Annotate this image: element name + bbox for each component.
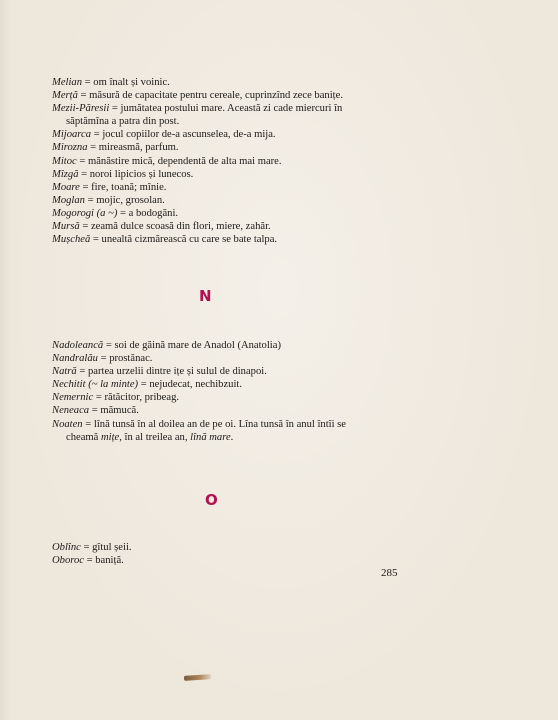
entry-definition: = gîtul șeii.: [80, 542, 132, 553]
entry-term: Mezii-Păresii: [52, 103, 110, 115]
entry-term: Mogorogi (a ~): [52, 207, 118, 219]
entry-definition: = nejudecat, nechibzuit.: [138, 379, 242, 391]
entry-term: Oblînc: [52, 542, 81, 553]
entry-definition: = lînă tunsă în al doilea an de pe oi. Lîna tunsă în anul întîi se: [82, 418, 347, 430]
entry: [52, 365, 412, 378]
entry: [52, 418, 412, 444]
entry: [52, 554, 412, 567]
entry-term: Nemernic: [52, 392, 94, 404]
entry-definition: = a bodogăni.: [117, 207, 179, 219]
entry-term: Natră: [52, 366, 77, 378]
entry-definition: = fire, toană; mînie.: [79, 181, 167, 193]
entry: [52, 76, 412, 89]
entry-term: Mușcheă: [52, 234, 91, 246]
page-number: 285: [381, 567, 398, 579]
continuation-text: cheamă: [66, 431, 101, 443]
continuation-term: mițe: [101, 431, 120, 443]
entry-term: Oboroc: [52, 555, 84, 567]
continuation-text: , în al treilea an,: [119, 431, 191, 443]
entry-term: Mirozna: [52, 142, 88, 154]
entry: [52, 233, 412, 246]
entry: [52, 181, 412, 194]
entry-definition: = mănăstire mică, dependentă de alta mai mare.: [76, 155, 282, 167]
entry-term: Mitoc: [52, 155, 77, 167]
entry-definition: = om înalt și voinic.: [82, 77, 170, 88]
entry: [52, 220, 412, 233]
entry-definition: = mireasmă, parfum.: [87, 142, 179, 154]
letter-heading-o: O: [205, 491, 218, 509]
continuation-text: .: [230, 431, 234, 443]
section-o: [52, 541, 412, 567]
entry: [52, 207, 412, 220]
entry-definition: = măsură de capacitate pentru cereale, cuprinzînd zece banițe.: [77, 90, 343, 102]
entry-term: Mursă: [52, 221, 80, 233]
entry: [52, 102, 412, 128]
entry-continuation: [52, 431, 412, 444]
entry: [52, 155, 412, 168]
entry: [52, 89, 412, 102]
paper-smudge: [184, 674, 211, 681]
entry-term: Nadoleancă: [52, 340, 104, 351]
entry: [52, 391, 412, 404]
entry: [52, 541, 412, 554]
entry-term: Melian: [52, 77, 83, 88]
entry: [52, 141, 412, 154]
entry-definition: = partea urzelii dintre ițe și sulul de dinapoi.: [76, 366, 267, 378]
entry-definition: = rătăcitor, pribeag.: [93, 392, 180, 404]
entry-definition: = noroi lipicios și lunecos.: [78, 168, 194, 180]
entry-definition: = jocul copiilor de-a ascunselea, de-a mija.: [91, 129, 276, 141]
entry: [52, 378, 412, 391]
entry-definition: = jumătatea postului mare. Această zi cade miercuri în: [109, 103, 343, 115]
entry-definition: = zeamă dulce scoasă din flori, miere, zahăr.: [79, 221, 271, 233]
entry: [52, 128, 412, 141]
entry-definition: = unealtă cizmărească cu care se bate talpa.: [90, 234, 278, 246]
entry: [52, 339, 412, 352]
entry: [52, 194, 412, 207]
entry-term: Noaten: [52, 418, 83, 430]
entry-term: Nechitit (~ la minte): [52, 379, 139, 391]
entry-definition: = mămucă.: [89, 405, 139, 417]
letter-heading-n: N: [199, 287, 212, 305]
entry-term: Merță: [52, 90, 78, 102]
entry-term: Neneaca: [52, 405, 90, 417]
entry-term: Moare: [52, 181, 80, 193]
entry-continuation: săptămîna a patra din post.: [66, 116, 180, 128]
entry-term: Moglan: [52, 194, 85, 206]
entry: [52, 352, 412, 365]
section-m: [52, 76, 412, 246]
entry-term: Mijoarca: [52, 129, 92, 141]
entry-definition: = soi de găină mare de Anadol (Anatolia): [103, 340, 281, 351]
continuation-term: lînă mare: [190, 431, 231, 443]
entry: [52, 168, 412, 181]
entry-definition: = baniță.: [83, 555, 124, 567]
entry-term: Nandralău: [52, 353, 98, 365]
entry-definition: = prostănac.: [97, 353, 153, 365]
entry-term: Mîzgă: [52, 168, 79, 180]
section-n: [52, 339, 412, 444]
entry: [52, 404, 412, 417]
entry-definition: = mojic, grosolan.: [84, 194, 165, 206]
